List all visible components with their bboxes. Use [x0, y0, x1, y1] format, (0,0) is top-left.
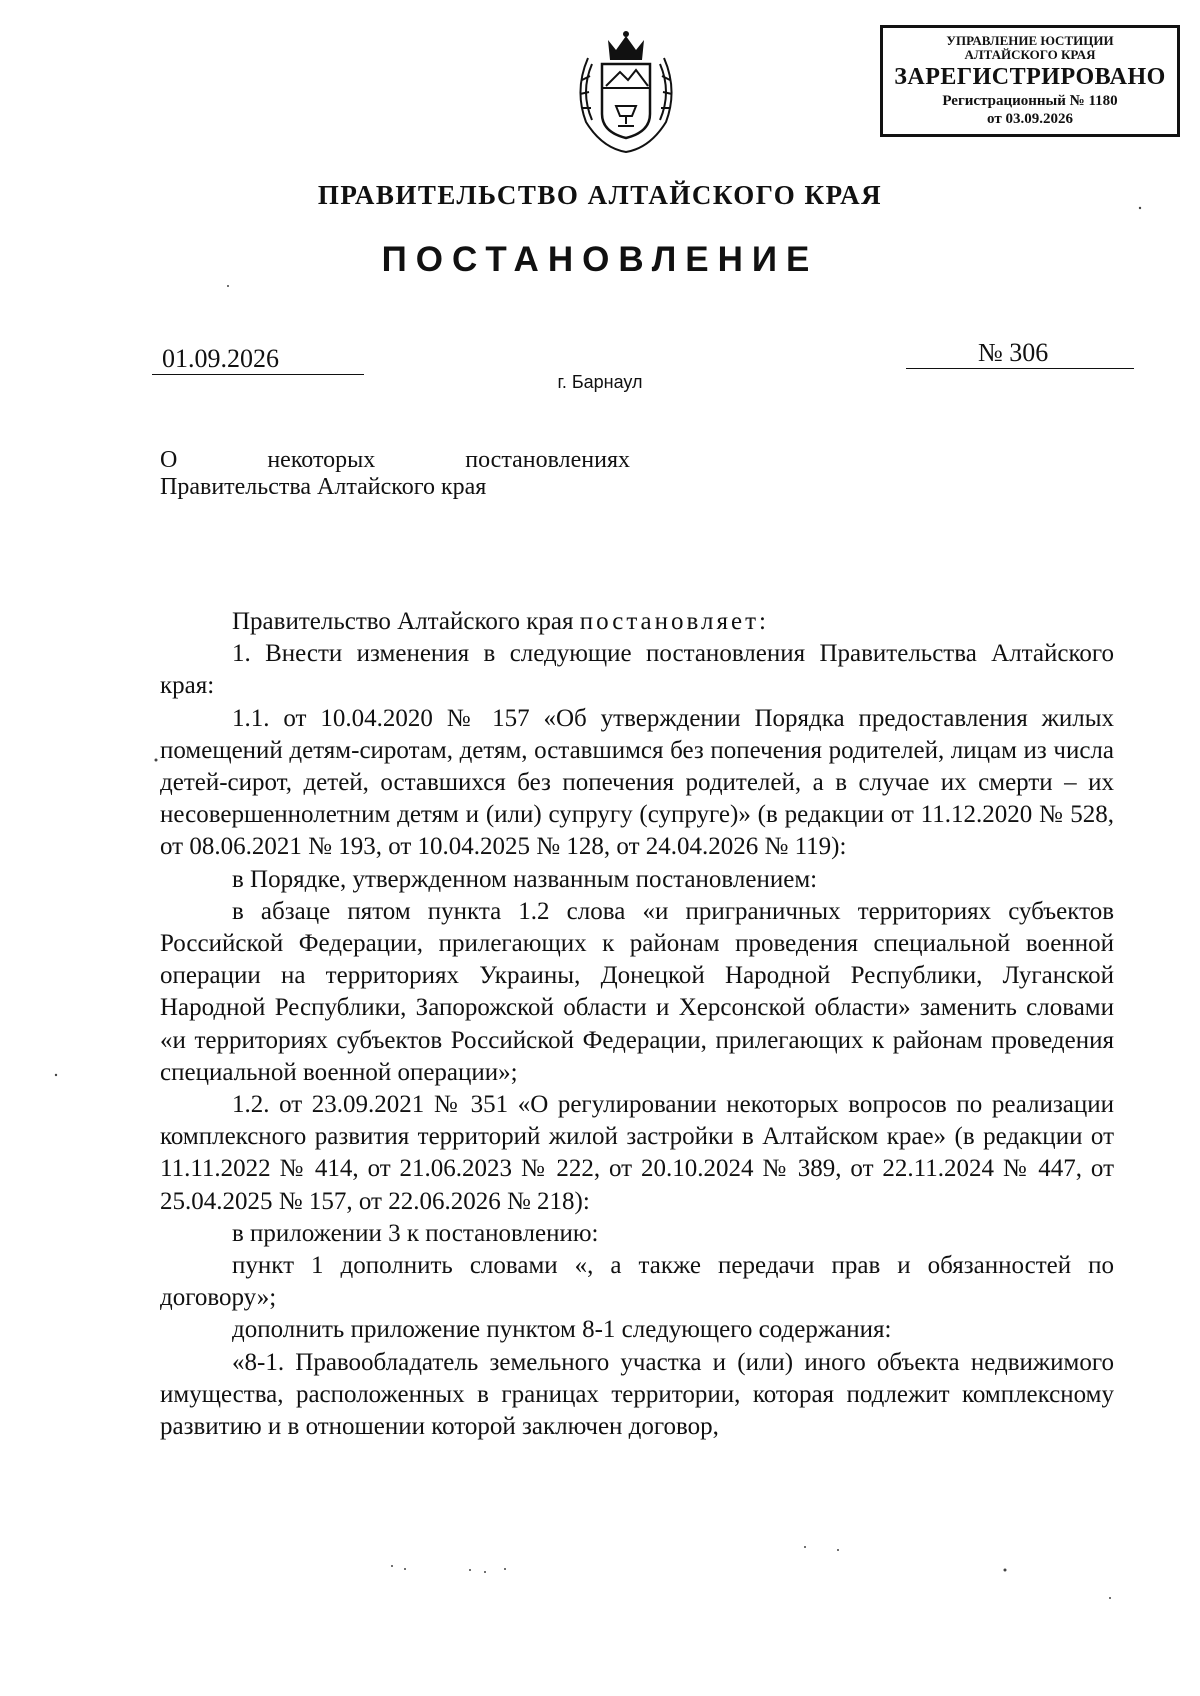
stamp-authority-line2: АЛТАЙСКОГО КРАЯ: [964, 47, 1096, 62]
coat-of-arms-icon: [568, 30, 684, 155]
paragraph-1-2: 1.2. от 23.09.2021 № 351 «О регулировании некоторых вопросов по реализации комплексного развития территорий жилой застройки в Алтайском крае» (в редакции от 11.11.2022 № 414, от 21.06.2023 № 222, от 20.10.2024 № 389, от 22.11.2024 № 447, от 25.04.2025 № 157, от 22.06.2026 № 218):: [160, 1091, 1114, 1215]
government-title: ПРАВИТЕЛЬСТВО АЛТАЙСКОГО КРАЯ: [317, 180, 883, 210]
paragraph-1: 1. Внести изменения в следующие постановления Правительства Алтайского края:: [160, 640, 1114, 700]
subject-word: О: [160, 447, 178, 473]
paragraph-1-1: 1.1. от 10.04.2020 № 157 «Об утверждении Порядка предоставления жилых помещений детям-сиротам, детям, оставшимся без попечения родителей, лицам из числа детей-сирот, детей, оставшихся без попечения родителей, а в случае их смерти – их несовершеннолетним детям и (или) супругу (супруге)» (в редакции от 11.12.2020 № 528, от 08.06.2021 № 193, от 10.04.2025 № 128, от 24.04.2026 № 119):: [160, 704, 1114, 861]
paragraph-appendix: в приложении 3 к постановлению:: [232, 1219, 599, 1247]
paragraph-amendment-1: в абзаце пятом пункта 1.2 слова «и приграничных территориях субъектов Российской Федерации, прилегающих к районам проведения специальной военной операции на территориях Украины, Донецкой Народной Республики, Луганской Народной Республики, Запорожской области и Херсонской области» заменить словами «и территориях субъектов Российской Федерации, прилегающих к районам проведения специальной военной операции»;: [160, 897, 1114, 1086]
intro-paragraph: [160, 606, 1114, 638]
document-city: г. Барнаул: [557, 372, 643, 392]
intro-prefix: Правительство Алтайского края: [232, 608, 580, 635]
paragraph-8-1: «8-1. Правообладатель земельного участка и (или) иного объекта недвижимого имущества, расположенных в границах территории, которая подлежит комплексному развитию и в отношении которой заключен договор,: [160, 1348, 1114, 1441]
paragraph-amendment-3: дополнить приложение пунктом 8-1 следующего содержания:: [232, 1316, 892, 1344]
intro-suffix: :: [759, 608, 766, 635]
document-body: [160, 606, 1114, 1443]
stamp-registration-date: от 03.09.2026: [987, 111, 1073, 127]
document-subject: [160, 447, 630, 501]
document-number: № 306: [906, 338, 1134, 369]
paragraph-amendment-2: пункт 1 дополнить словами «, а также передачи прав и обязанностей по договору»;: [160, 1252, 1114, 1312]
subject-word: некоторых: [267, 447, 376, 473]
subject-line-1: [160, 447, 630, 474]
subject-word: постановлениях: [465, 447, 630, 473]
stamp-authority-line1: УПРАВЛЕНИЕ ЮСТИЦИИ: [946, 33, 1114, 48]
paragraph-order: в Порядке, утвержденном названным постановлением:: [232, 865, 818, 893]
document-date: 01.09.2026: [152, 344, 364, 375]
subject-line-2: Правительства Алтайского края: [160, 474, 487, 500]
stamp-registered: ЗАРЕГИСТРИРОВАНО: [894, 64, 1166, 90]
registration-stamp: [880, 25, 1180, 137]
stamp-registration-number: Регистрационный № 1180: [942, 93, 1118, 109]
document-type-title: ПОСТАНОВЛЕНИЕ: [381, 240, 819, 279]
intro-decree-word: постановляет: [579, 608, 759, 635]
